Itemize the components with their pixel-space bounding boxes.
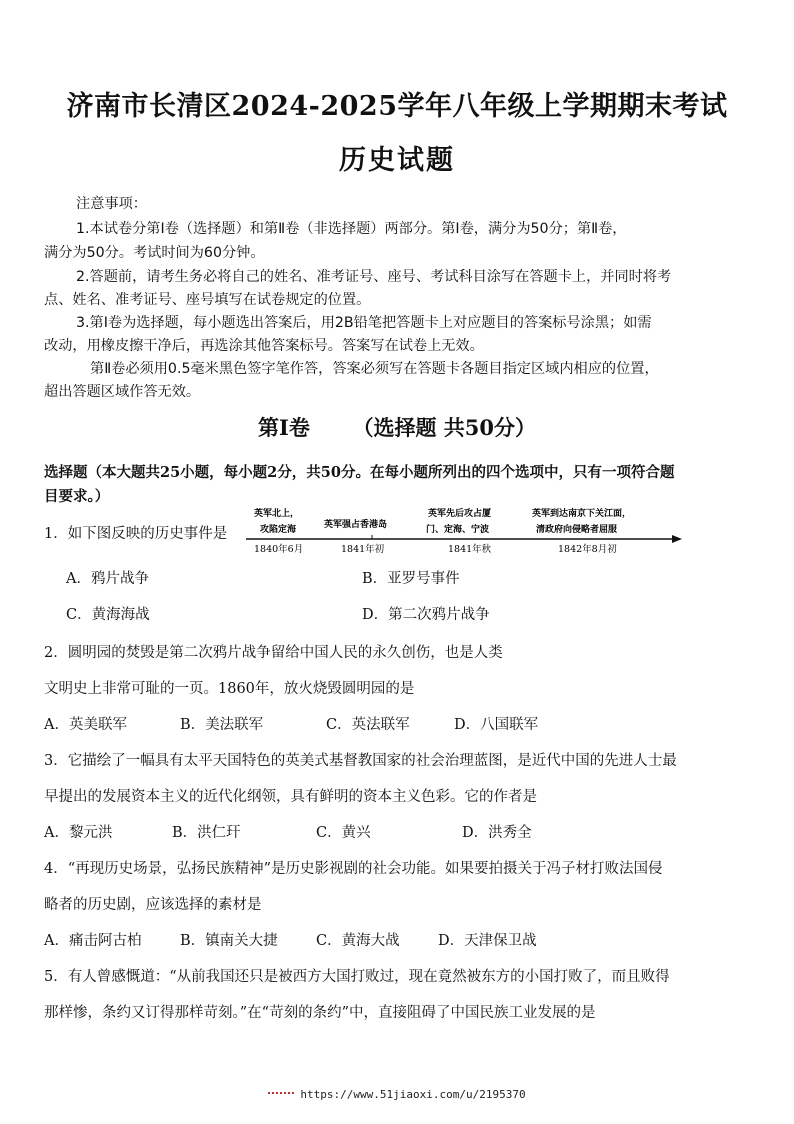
timeline-event-text: 英军到达南京下关江面， (532, 509, 632, 519)
option-a: A．鸦片战争 (66, 571, 149, 587)
instructions-label: 选择题 (44, 464, 88, 481)
notes-line: 第Ⅱ卷必须用0.5毫米黑色签字笔作答，答案必须写在答题卡各题目指定区域内相应的位置， (90, 361, 659, 377)
timeline-event-text: 英军北上， (254, 509, 300, 519)
option-a: A．英美联军 (44, 717, 127, 733)
notes-line: 满分为50分。考试时间为60分钟。 (44, 245, 265, 261)
timeline-event-text: 攻陷定海 (260, 525, 297, 535)
timeline-date: 1842年8月初 (558, 544, 617, 555)
notes-line: 超出答题区域作答无效。 (44, 384, 201, 400)
option-c: C．英法联军 (326, 717, 410, 733)
section-name: 第Ⅰ卷 (258, 415, 310, 440)
option-c: C．黄海大战 (316, 933, 400, 949)
question-stem: 3．它描绘了一幅具有太平天国特色的英美式基督教国家的社会治理蓝图，是近代中国的先进人士最 (44, 753, 677, 769)
option-b: B．镇南关大捷 (180, 933, 278, 949)
timeline-event-text: 清政府向侵略者屈服 (536, 525, 618, 535)
question-stem: 那样惨，条约又订得那样苛刻。”在“苛刻的条约”中，直接阻碍了中国民族工业发展的是 (44, 1005, 596, 1021)
option-a: A．痛击阿古柏 (44, 933, 142, 949)
timeline-arrow (672, 535, 682, 543)
question-stem: 早提出的发展资本主义的近代化纲领，具有鲜明的资本主义色彩。它的作者是 (44, 789, 537, 805)
option-b: B．美法联军 (180, 717, 264, 733)
section-title (0, 412, 794, 442)
notes-heading: 注意事项： (76, 196, 147, 212)
timeline-figure (246, 505, 682, 557)
page-subtitle: 历史试题 (339, 145, 455, 176)
option-d: D．天津保卫战 (438, 933, 537, 949)
timeline-date: 1841年秋 (448, 544, 492, 555)
instructions-text: （本大题共25小题，每小题2分，共50分。在每小题所列出的四个选项中，只有一项符合题 (87, 464, 675, 481)
option-d: D．八国联军 (454, 717, 539, 733)
question-stem: 文明史上非常可耻的一页。1860年，放火烧毁圆明园的是 (44, 681, 415, 697)
timeline-date: 1841年初 (341, 544, 385, 555)
option-d: D．洪秀全 (462, 825, 532, 841)
notes-line: 点、姓名、准考证号、座号填写在试卷规定的位置。 (44, 292, 371, 308)
option-b: B．亚罗号事件 (362, 571, 460, 587)
section-subtitle: （选择题 共50分） (352, 415, 536, 440)
timeline-event-text: 英军强占香港岛 (324, 520, 388, 530)
option-a: A．黎元洪 (44, 825, 113, 841)
option-b: B．洪仁玕 (172, 825, 241, 841)
footer-url (0, 1088, 794, 1101)
question-stem: 4．“再现历史场景，弘扬民族精神”是历史影视剧的社会功能。如果要拍摄关于冯子材打败法国侵 (44, 861, 663, 877)
page-title: 济南市长清区2024-2025学年八年级上学期期末考试 (66, 91, 728, 122)
option-d: D．第二次鸦片战争 (362, 607, 490, 623)
question-stem: 5．有人曾感慨道：“从前我国还只是被西方大国打败过，现在竟然被东方的小国打败了，而且败得 (44, 969, 670, 985)
question-stem: 略者的历史剧，应该选择的素材是 (44, 897, 262, 913)
notes-line: 1.本试卷分第Ⅰ卷（选择题）和第Ⅱ卷（非选择题）两部分。第Ⅰ卷，满分为50分；第Ⅱ卷， (76, 221, 627, 237)
timeline-event-text: 英军先后攻占厦 (428, 509, 492, 519)
instructions-text: 目要求。） (44, 488, 110, 505)
question-stem: 1．如下图反映的历史事件是 (44, 526, 228, 542)
timeline-date: 1840年6月 (254, 544, 304, 555)
notes-line: 3.第Ⅰ卷为选择题，每小题选出答案后，用2B铅笔把答题卡上对应题目的答案标号涂黑；如需 (76, 315, 652, 331)
option-c: C．黄海海战 (66, 607, 150, 623)
notes-line: 改动，用橡皮擦干净后，再选涂其他答案标号。答案写在试卷上无效。 (44, 338, 484, 354)
timeline-event-text: 门、定海、宁波 (426, 525, 490, 535)
footer-url-text: https://www.51jiaoxi.com/u/2195370 (300, 1088, 526, 1101)
section-instructions (44, 461, 674, 482)
question-stem: 2．圆明园的焚毁是第二次鸦片战争留给中国人民的永久创伤，也是人类 (44, 645, 503, 661)
notes-line: 2.答题前，请考生务必将自己的姓名、准考证号、座号、考试科目涂写在答题卡上，并同时将考 (76, 269, 672, 285)
watermark-mark (268, 1092, 294, 1099)
option-c: C．黄兴 (316, 825, 371, 841)
